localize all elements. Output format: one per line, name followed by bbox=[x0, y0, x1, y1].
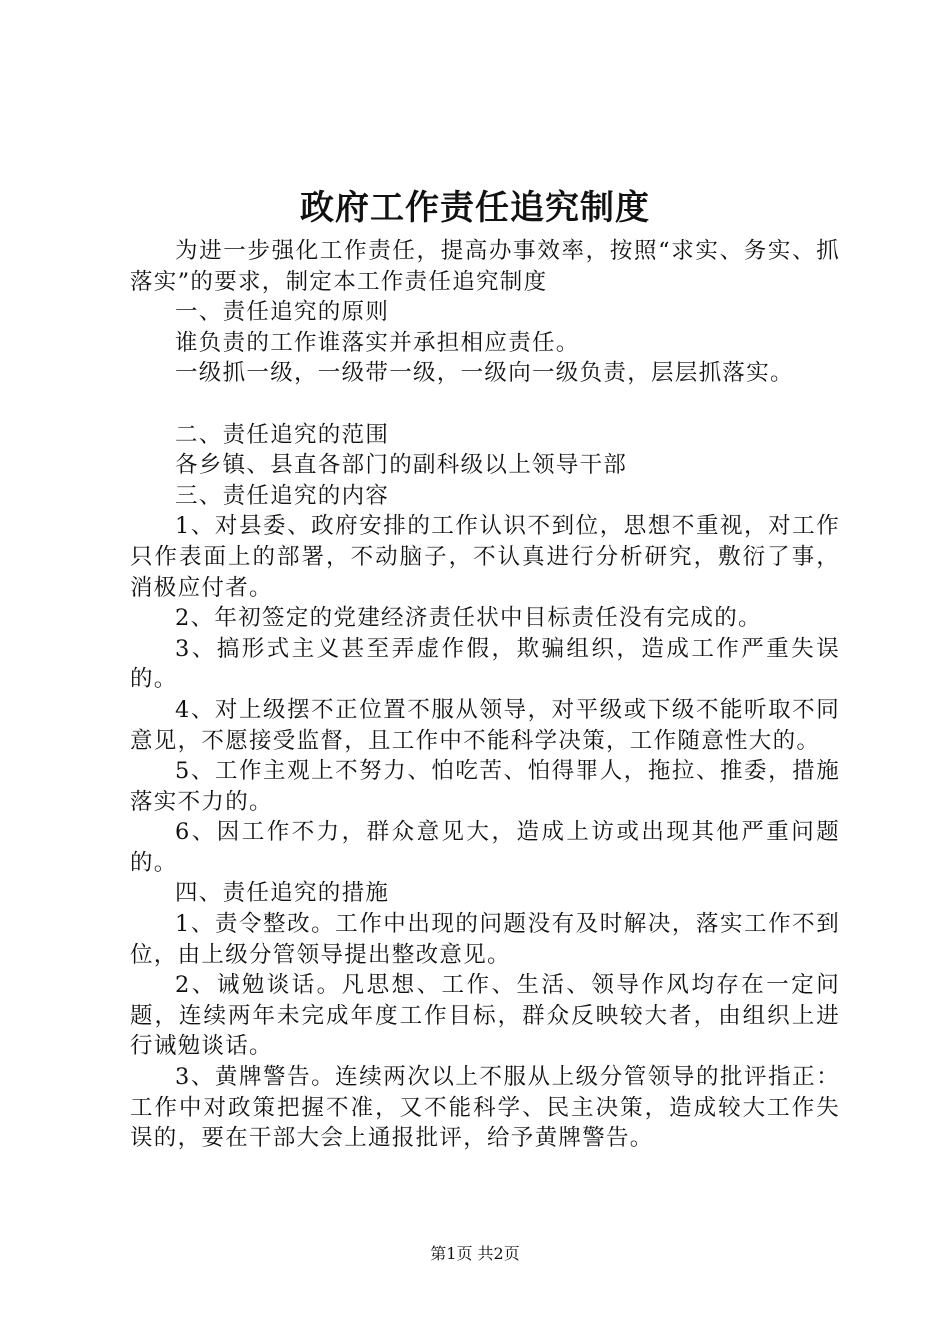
list-item: 2、年初签定的党建经济责任状中目标责任没有完成的。 bbox=[175, 605, 762, 632]
list-item: 1、对县委、政府安排的工作认识不到位，思想不重视，对工作只作表面上的部署，不动脑子，不认真进行分析研究，敷衍了事，消极应付者。 bbox=[130, 513, 840, 601]
page-number: 第1页 共2页 bbox=[430, 1244, 520, 1263]
section-heading-principles: 一、责任追究的原则 bbox=[175, 299, 390, 326]
document-body bbox=[130, 236, 840, 1154]
body-paragraph: 一级抓一级，一级带一级，一级向一级负责，层层抓落实。 bbox=[175, 360, 794, 387]
list-item: 2、诫勉谈话。凡思想、工作、生活、领导作风均存在一定问题，连续两年未完成年度工作目标，群众反映较大者，由组织上进行诫勉谈话。 bbox=[130, 972, 840, 1060]
list-item: 5、工作主观上不努力、怕吃苦、怕得罪人，拖拉、推委，措施落实不力的。 bbox=[130, 758, 840, 815]
list-item: 6、因工作不力，群众意见大，造成上访或出现其他严重问题的。 bbox=[130, 819, 840, 876]
intro-paragraph: 为进一步强化工作责任，提高办事效率，按照“求实、务实、抓落实”的要求，制定本工作责任追究制度 bbox=[130, 238, 840, 295]
list-item: 4、对上级摆不正位置不服从领导，对平级或下级不能听取不同意见，不愿接受监督，且工作中不能科学决策，工作随意性大的。 bbox=[130, 696, 840, 754]
list-item: 3、黄牌警告。连续两次以上不服从上级分管领导的批评指正：工作中对政策把握不准，又不能科学、民主决策，造成较大工作失误的，要在干部大会上通报批评，给予黄牌警告。 bbox=[130, 1064, 840, 1152]
section-heading-content: 三、责任追究的内容 bbox=[175, 482, 390, 509]
section-heading-measures: 四、责任追究的措施 bbox=[175, 880, 390, 907]
body-paragraph: 各乡镇、县直各部门的副科级以上领导干部 bbox=[175, 452, 628, 479]
blank-line bbox=[130, 389, 840, 420]
section-heading-scope: 二、责任追究的范围 bbox=[175, 421, 390, 448]
list-item: 3、搞形式主义甚至弄虚作假，欺骗组织，造成工作严重失误的。 bbox=[130, 635, 840, 693]
document-title: 政府工作责任追究制度 bbox=[300, 188, 650, 228]
body-paragraph: 谁负责的工作谁落实并承担相应责任。 bbox=[175, 329, 580, 356]
list-item: 1、责令整改。工作中出现的问题没有及时解决，落实工作不到位，由上级分管领导提出整改意见。 bbox=[130, 911, 840, 968]
